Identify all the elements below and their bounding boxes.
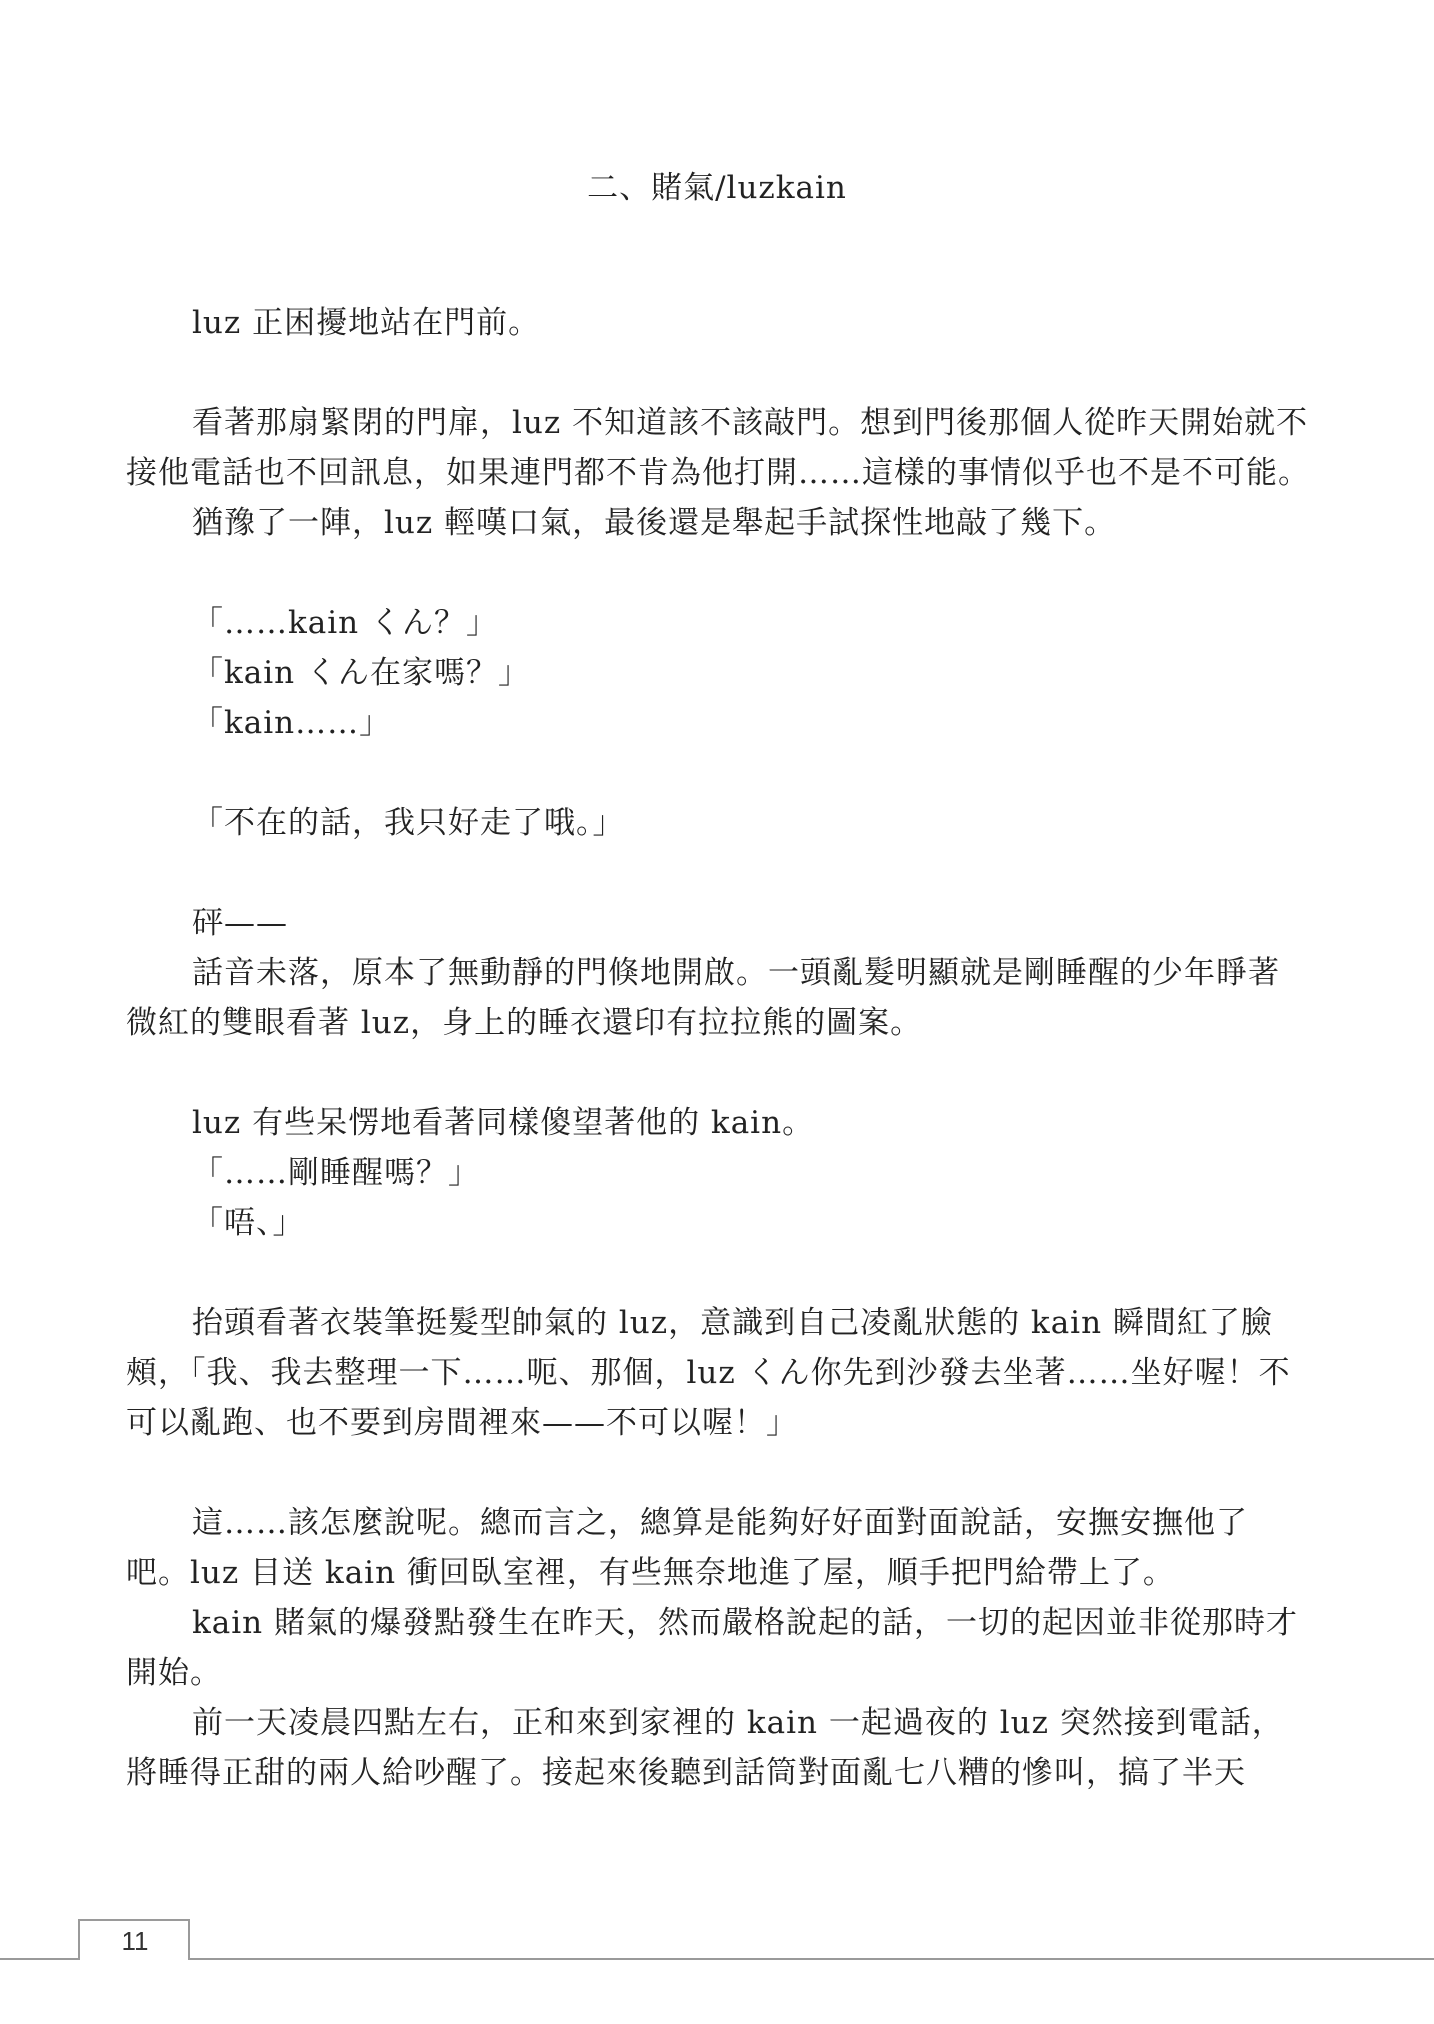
body-text [126,298,1311,1798]
paragraph: 這……該怎麼說呢。總而言之，總算是能夠好好面對面說話，安撫安撫他了吧。luz 目送 kain 衝回臥室裡，有些無奈地進了屋，順手把門給帶上了。 [126,1505,1248,1591]
paragraph-gap [126,748,1311,798]
chapter-title [0,168,1434,208]
paragraph: kain 賭氣的爆發點發生在昨天，然而嚴格說起的話，一切的起因並非從那時才開始。 [126,1605,1298,1691]
paragraph: 「……kain くん？」 [192,605,498,641]
paragraph-gap [126,548,1311,598]
paragraph-gap [126,848,1311,898]
paragraph: 「唔、」 [192,1205,305,1241]
paragraph: 「kain……」 [192,705,392,741]
paragraph-gap [126,1048,1311,1098]
paragraph: 「……剛睡醒嗎？」 [192,1155,480,1191]
paragraph-gap [126,1248,1311,1298]
footer-rule-left [0,1958,80,1960]
paragraph: 看著那扇緊閉的門扉，luz 不知道該不該敲門。想到門後那個人從昨天開始就不接他電話也不回訊息，如果連門都不肯為他打開……這樣的事情似乎也不是不可能。 [126,405,1310,491]
footer-rule-right [188,1958,1434,1960]
paragraph: 猶豫了一陣，luz 輕嘆口氣，最後還是舉起手試探性地敲了幾下。 [192,505,1117,541]
paragraph: luz 正困擾地站在門前。 [192,305,541,341]
paragraph: 「kain くん在家嗎？」 [192,655,530,691]
page-number: 11 [121,1926,149,1956]
chapter-title-text: 二、賭氣/luzkain [587,170,847,206]
paragraph-gap [126,348,1311,398]
paragraph: 抬頭看著衣裝筆挺髮型帥氣的 luz，意識到自己凌亂狀態的 kain 瞬間紅了臉頰，「我、我去整理一下……呃、那個，luz くん你先到沙發去坐著……坐好喔！不可以亂跑、也不要到房間裡來——不可以喔！」 [126,1305,1291,1441]
paragraph: 砰—— [192,905,288,941]
paragraph: luz 有些呆愣地看著同樣傻望著他的 kain。 [192,1105,815,1141]
paragraph: 話音未落，原本了無動靜的門倏地開啟。一頭亂髮明顯就是剛睡醒的少年睜著微紅的雙眼看著 luz，身上的睡衣還印有拉拉熊的圖案。 [126,955,1280,1041]
paragraph: 「不在的話，我只好走了哦。」 [192,805,625,841]
paragraph-gap [126,1448,1311,1498]
paragraph: 前一天凌晨四點左右，正和來到家裡的 kain 一起過夜的 luz 突然接到電話，將睡得正甜的兩人給吵醒了。接起來後聽到話筒對面亂七八糟的慘叫，搞了半天 [126,1705,1284,1791]
